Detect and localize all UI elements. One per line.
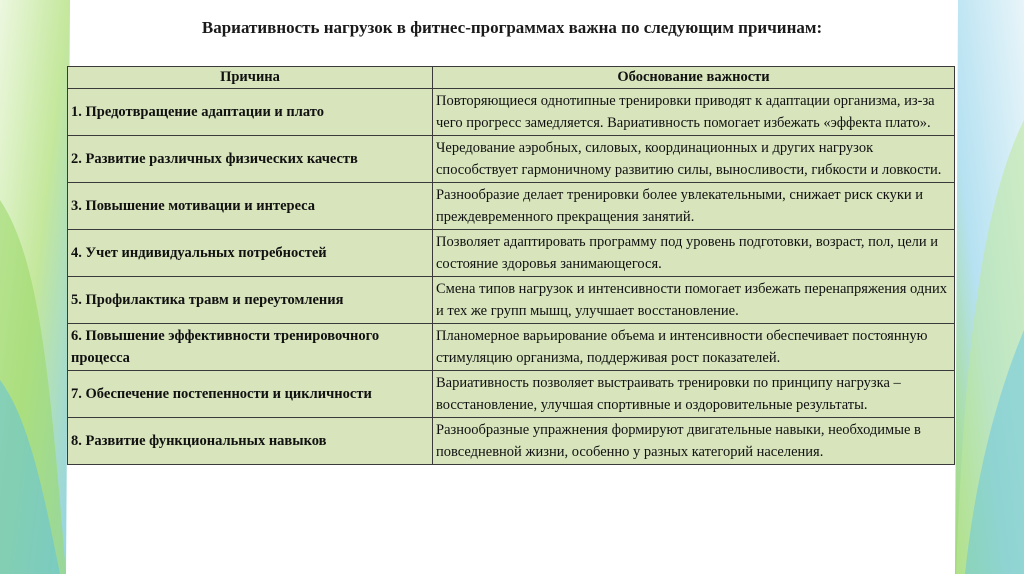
table-row [68,183,955,230]
reason-cell: 5. Профилактика травм и переутомления [68,277,433,324]
reason-cell: 1. Предотвращение адаптации и плато [68,89,433,136]
justification-cell: Чередование аэробных, силовых, координационных и других нагрузок способствует гармоничному развитию силы, выносливости, гибкости и ловкости. [433,136,955,183]
table-row [68,230,955,277]
reason-cell: 3. Повышение мотивации и интереса [68,183,433,230]
reason-cell: 4. Учет индивидуальных потребностей [68,230,433,277]
justification-cell: Смена типов нагрузок и интенсивности помогает избежать перенапряжения одних и тех же групп мышц, улучшает восстановление. [433,277,955,324]
table-row [68,89,955,136]
header-reason: Причина [68,67,433,89]
justification-cell: Вариативность позволяет выстраивать тренировки по принципу нагрузка – восстановление, улучшая спортивные и оздоровительные результаты. [433,371,955,418]
table-row [68,324,955,371]
justification-cell: Разнообразие делает тренировки более увлекательными, снижает риск скуки и преждевременного прекращения занятий. [433,183,955,230]
table-row [68,277,955,324]
header-justification: Обоснование важности [433,67,955,89]
table-row [68,371,955,418]
justification-cell: Разнообразные упражнения формируют двигательные навыки, необходимые в повседневной жизни, особенно у разных категорий населения. [433,418,955,465]
table-header-row [68,67,955,89]
justification-cell: Планомерное варьирование объема и интенсивности обеспечивает постоянную стимуляцию организма, поддерживая рост показателей. [433,324,955,371]
table-row [68,418,955,465]
reason-cell: 7. Обеспечение постепенности и цикличности [68,371,433,418]
reasons-table [67,66,955,465]
page-title: Вариативность нагрузок в фитнес-программах важна по следующим причинам: [201,18,823,37]
justification-cell: Повторяющиеся однотипные тренировки приводят к адаптации организма, из-за чего прогресс замедляется. Вариативность помогает избежать «эффекта плато». [433,89,955,136]
reason-cell: 6. Повышение эффективности тренировочного процесса [68,324,433,371]
reason-cell: 8. Развитие функциональных навыков [68,418,433,465]
table-row [68,136,955,183]
reason-cell: 2. Развитие различных физических качеств [68,136,433,183]
justification-cell: Позволяет адаптировать программу под уровень подготовки, возраст, пол, цели и состояние здоровья занимающегося. [433,230,955,277]
